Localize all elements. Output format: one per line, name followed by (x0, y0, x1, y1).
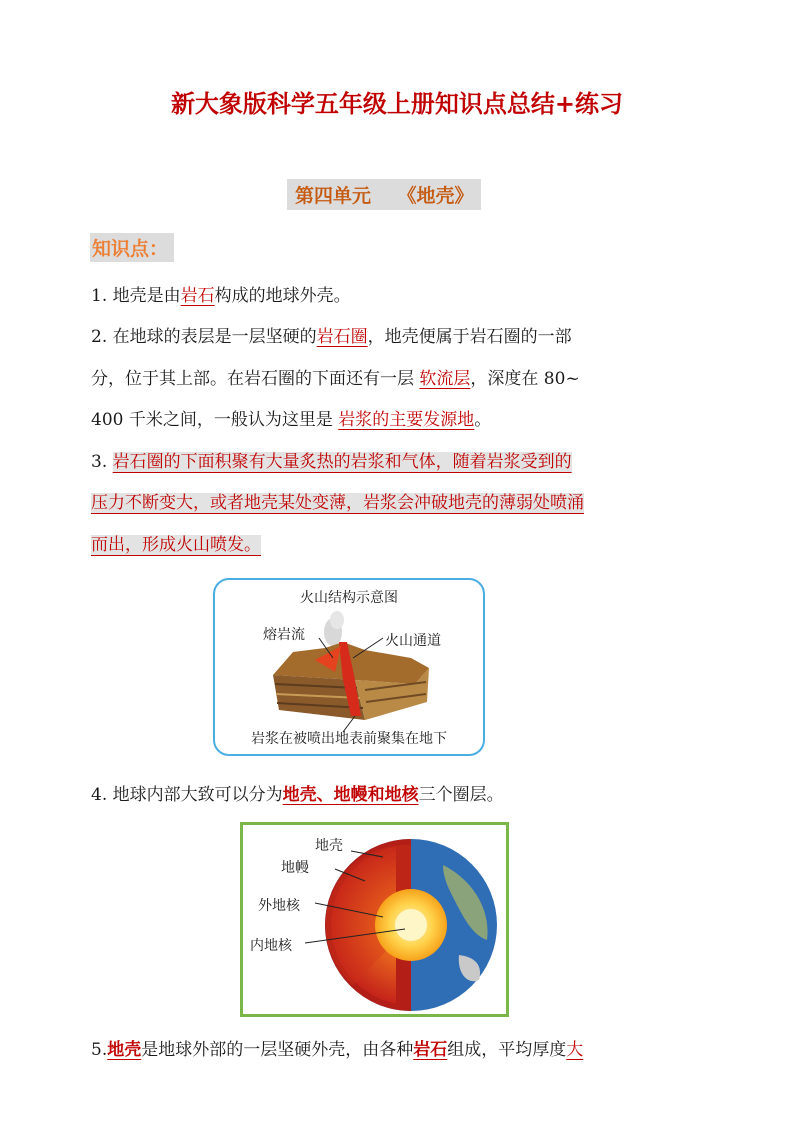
item-5-text: 是地球外部的一层坚硬外壳，由各种 (141, 1040, 414, 1060)
item-2-text: 。 (474, 410, 492, 430)
knowledge-item-2-line-3 (91, 408, 491, 432)
knowledge-item-3-line-3 (91, 533, 261, 557)
item-1-key-rock: 岩石 (180, 286, 215, 306)
earth-layers-figure (240, 822, 509, 1017)
crust-label: 地壳 (315, 838, 343, 854)
knowledge-item-2-line-1 (91, 325, 572, 349)
section-label: 知识点： (90, 233, 174, 262)
earth-cutaway-illustration (243, 825, 506, 1014)
item-3-highlight: 而出，形成火山喷发。 (91, 535, 261, 555)
lava-flow-label: 熔岩流 (263, 627, 305, 643)
item-2-key-lithosphere: 岩石圈 (316, 327, 368, 347)
knowledge-item-5 (91, 1038, 583, 1062)
item-3-highlight: 岩石圈的下面积聚有大量炙热的岩浆和气体，随着岩浆受到的 (112, 452, 572, 472)
item-3-number: 3. (91, 452, 113, 472)
item-1-text-c: 构成的地球外壳。 (214, 286, 351, 306)
item-5-number: 5. (91, 1040, 108, 1060)
item-4-key-layers: 地壳、地幔和地核 (282, 785, 419, 805)
item-1-text-a: 1. 地壳是由 (91, 286, 181, 306)
knowledge-item-1 (91, 284, 351, 308)
item-5-text: 组成，平均厚度 (447, 1040, 567, 1060)
item-2-key-magma-source: 岩浆的主要发源地 (338, 410, 475, 430)
document-title: 新大象版科学五年级上册知识点总结+练习 (170, 90, 624, 118)
item-2-text: ，深度在 80~ (470, 369, 580, 389)
item-2-text: ，地壳便属于岩石圈的一部 (367, 327, 572, 347)
knowledge-item-2-line-2 (91, 367, 580, 391)
item-5-key-crust: 地壳 (107, 1040, 142, 1060)
knowledge-item-3-line-1 (91, 450, 572, 474)
knowledge-item-4 (91, 783, 504, 807)
inner-core-label: 内地核 (250, 938, 292, 954)
item-2-text: 分，位于其上部。在岩石圈的下面还有一层 (91, 369, 420, 389)
volcano-figure-caption: 火山结构示意图 (300, 590, 398, 606)
item-4-text: 三个圈层。 (418, 785, 504, 805)
item-5-key-continuation: 大 (566, 1040, 584, 1060)
volcano-figure-footer: 岩浆在被喷出地表前聚集在地下 (251, 731, 447, 747)
item-2-text: 2. 在地球的表层是一层坚硬的 (91, 327, 317, 347)
item-2-key-asthenosphere: 软流层 (419, 369, 471, 389)
mantle-label: 地幔 (281, 860, 309, 876)
volcano-structure-figure (213, 578, 485, 756)
outer-core-label: 外地核 (258, 898, 300, 914)
knowledge-item-3-line-2 (91, 491, 584, 515)
item-3-highlight: 压力不断变大，或者地壳某处变薄，岩浆会冲破地壳的薄弱处喷涌 (91, 493, 584, 513)
item-4-text: 4. 地球内部大致可以分为 (91, 785, 283, 805)
volcanic-vent-label: 火山通道 (385, 633, 441, 649)
item-2-text: 400 千米之间，一般认为这里是 (91, 410, 339, 430)
unit-heading: 第四单元 《地壳》 (287, 179, 481, 210)
item-5-key-rock: 岩石 (413, 1040, 448, 1060)
